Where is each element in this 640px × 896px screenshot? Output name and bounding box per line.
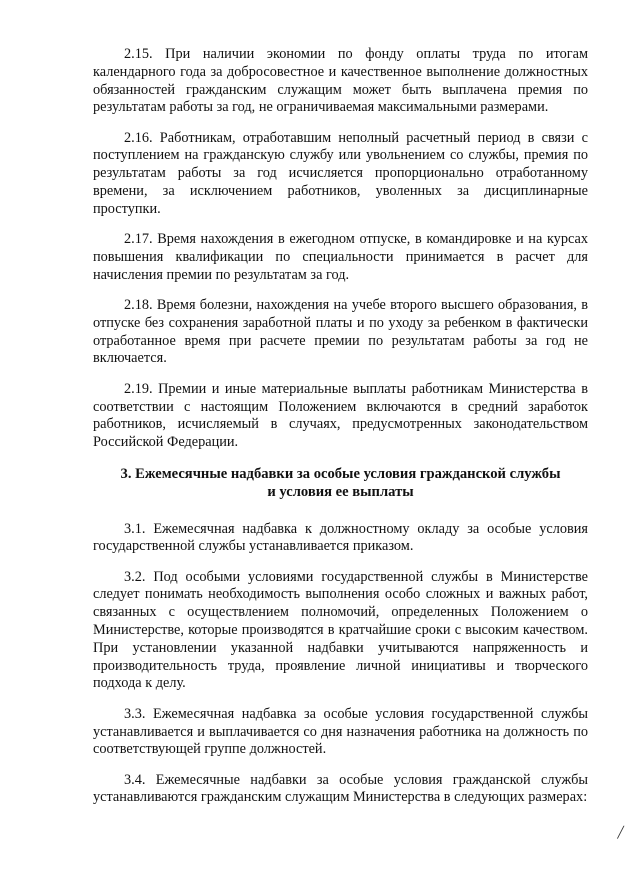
paragraph-2-16: 2.16. Работникам, отработавшим неполный расчетный период в связи с поступлением на гражданскую службу или увольнением со службы, премия по результатам работы за год исчисляется пропорционально отработанному времени, за исключением работников, уволенных за дисциплинарные проступки. bbox=[93, 129, 588, 217]
scan-mark-icon: ╱ bbox=[617, 826, 624, 839]
section-title-line2: и условия ее выплаты bbox=[267, 483, 414, 500]
paragraph-2-18: 2.18. Время болезни, нахождения на учебе второго высшего образования, в отпуске без сохранения заработной платы и по уходу за ребенком в фактически отработанное время при расчете премии по результатам работы за год не включается. bbox=[93, 297, 588, 367]
section-title-line1: 3. Ежемесячные надбавки за особые условия гражданской службы bbox=[120, 465, 561, 482]
paragraph-2-17: 2.17. Время нахождения в ежегодном отпуске, в командировке и на курсах повышения квалификации по специальности принимается в расчет для начисления премии по результатам за год. bbox=[93, 231, 588, 283]
paragraph-2-15: 2.15. При наличии экономии по фонду оплаты труда по итогам календарного года за добросовестное и качественное выполнение должностных обязанностей гражданским служащим может быть выплачена премия по результатам работы за год, не ограничиваемая максимальными размерами. bbox=[93, 46, 588, 116]
paragraph-3-4: 3.4. Ежемесячные надбавки за особые условия гражданской службы устанавливаются гражданским служащим Министерства в следующих размерах: bbox=[93, 771, 588, 806]
section-3-heading bbox=[93, 466, 588, 502]
paragraph-3-2: 3.2. Под особыми условиями государственной службы в Министерстве следует понимать необходимость выполнения особо сложных и важных работ, связанных с осуществлением полномочий, определенных Положением о Министерстве, которые производятся в кратчайшие сроки с высоким качеством. При установлении указанной надбавки учитываются напряженность и производительность труда, проявление личной инициативы и творческого подхода к делу. bbox=[93, 568, 588, 692]
paragraph-3-3: 3.3. Ежемесячная надбавка за особые условия государственной службы устанавливается и выплачивается со дня назначения работника на должность по соответствующей группе должностей. bbox=[93, 705, 588, 758]
paragraph-2-19: 2.19. Премии и иные материальные выплаты работникам Министерства в соответствии с настоящим Положением включаются в средний заработок работников, исчисляемый в случаях, предусмотренных законодательством Российской Федерации. bbox=[93, 380, 588, 451]
paragraph-3-1: 3.1. Ежемесячная надбавка к должностному окладу за особые условия государственной службы устанавливается приказом. bbox=[93, 520, 588, 555]
document-page bbox=[93, 46, 588, 820]
